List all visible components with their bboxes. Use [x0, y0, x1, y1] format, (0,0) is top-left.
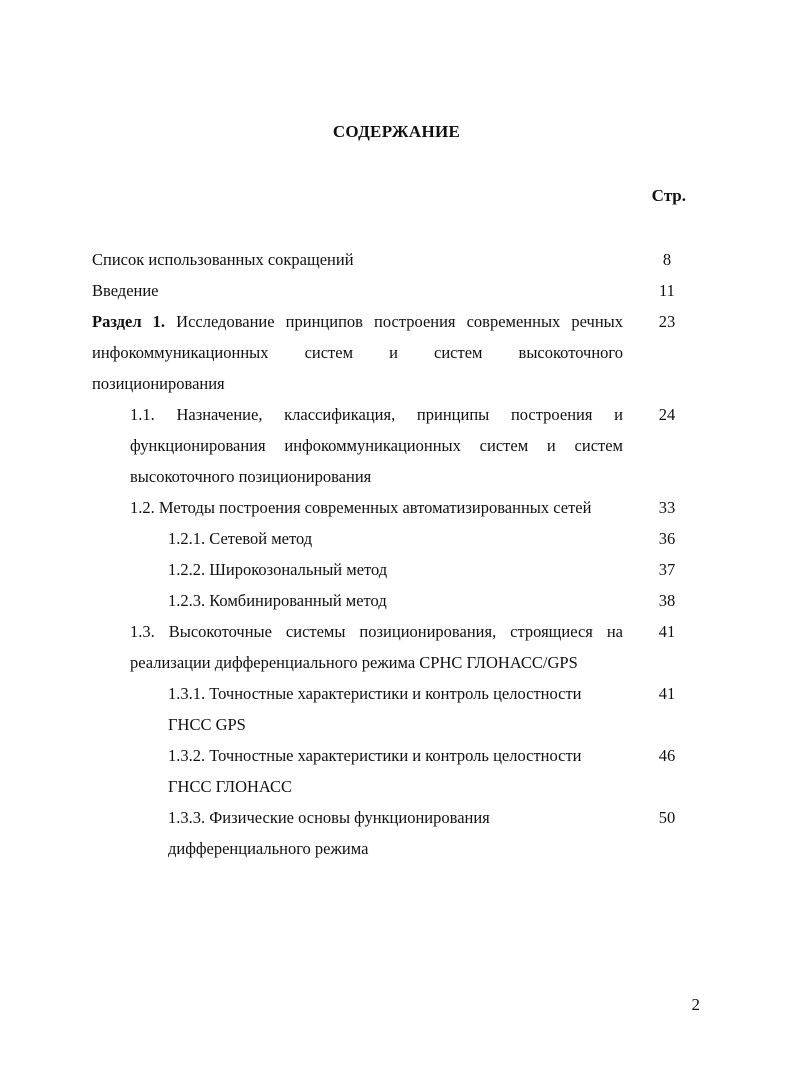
table-of-contents — [0, 244, 793, 864]
page-number: 2 — [691, 995, 700, 1014]
toc-entry-section-1 — [0, 306, 793, 399]
toc-entry-page: 46 — [658, 746, 676, 765]
toc-entry-page: 23 — [658, 312, 676, 331]
toc-entry-page: 38 — [658, 591, 676, 610]
toc-entry-1-3-2 — [0, 740, 793, 802]
page-title: СОДЕРЖАНИЕ — [332, 122, 461, 141]
toc-entry-1-2 — [0, 492, 793, 523]
toc-entry-page: 37 — [658, 560, 676, 579]
section-prefix: Раздел 1. — [92, 312, 166, 331]
toc-entry-text — [92, 306, 623, 399]
toc-entry-text: 1.2.3. Комбинированный метод — [168, 591, 387, 610]
toc-entry-text: 1.2.2. Широкозональный метод — [168, 560, 388, 579]
toc-entry-1-3-3 — [0, 802, 793, 864]
toc-entry-introduction — [0, 275, 793, 306]
toc-entry-text: 1.2. Методы построения современных автоматизированных сетей — [130, 498, 592, 517]
toc-entry-text: Список использованных сокращений — [92, 250, 354, 269]
page-column-header: Стр. — [651, 186, 686, 205]
toc-entry-1-3-1 — [0, 678, 793, 740]
toc-entry-page: 24 — [658, 405, 676, 424]
toc-entry-page: 8 — [662, 250, 672, 269]
toc-entry-1-2-3 — [0, 585, 793, 616]
toc-entry-1-2-2 — [0, 554, 793, 585]
toc-entry-page: 41 — [658, 622, 676, 641]
toc-entry-text: 1.3.3. Физические основы функционирования дифференциального режима — [168, 808, 490, 858]
toc-entry-1-2-1 — [0, 523, 793, 554]
toc-entry-abbreviations — [0, 244, 793, 275]
toc-entry-text: 1.2.1. Сетевой метод — [168, 529, 313, 548]
toc-entry-page: 11 — [659, 281, 675, 300]
toc-entry-page: 41 — [658, 684, 676, 703]
toc-entry-text: 1.3. Высокоточные системы позиционирования, строящиеся на реализации дифференциального режима СРНС ГЛОНАСС/GPS — [130, 622, 623, 672]
toc-entry-1-1 — [0, 399, 793, 492]
toc-entry-page: 33 — [658, 498, 676, 517]
toc-entry-text: 1.3.1. Точностные характеристики и контроль целостности ГНСС GPS — [168, 684, 582, 734]
toc-entry-page: 50 — [658, 808, 676, 827]
section-title: Исследование принципов построения современных речных инфокоммуникационных систем и систем высокоточного позиционирования — [92, 312, 624, 393]
toc-entry-text: 1.1. Назначение, классификация, принципы построения и функционирования инфокоммуникационных систем и систем высокоточного позиционирования — [130, 405, 623, 486]
toc-entry-text: 1.3.2. Точностные характеристики и контроль целостности ГНСС ГЛОНАСС — [168, 746, 582, 796]
toc-entry-page: 36 — [658, 529, 676, 548]
toc-entry-1-3 — [0, 616, 793, 678]
toc-entry-text: Введение — [92, 281, 159, 300]
